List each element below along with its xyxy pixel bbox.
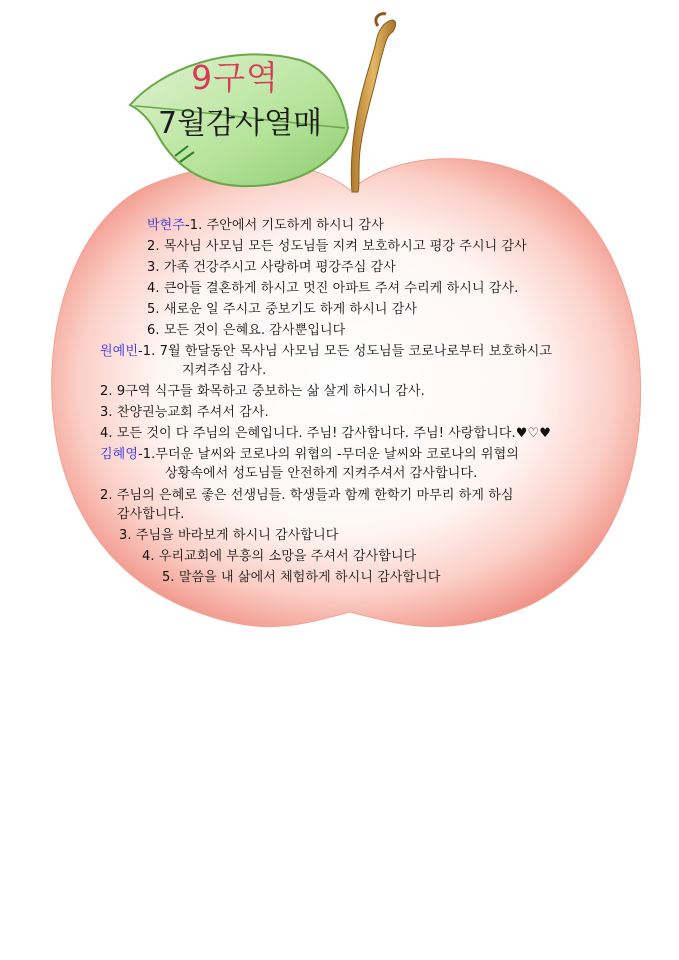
entry-item: 4. 큰아들 결혼하게 하시고 멋진 아파트 주셔 수리케 하시니 감사. xyxy=(147,281,519,296)
entry-item: 3. 주님을 바라보게 하시니 감사합니다 xyxy=(119,528,339,543)
hearts-icon: ♥♡♥ xyxy=(515,426,552,441)
entry-item: 지켜주심 감사. xyxy=(182,363,267,378)
entry-line xyxy=(147,217,384,235)
entry-line xyxy=(100,343,552,361)
entry-item: 4. 우리교회에 부흥의 소망을 주셔서 감사합니다 xyxy=(142,549,417,564)
entry-item: 2. 9구역 식구들 화목하고 중보하는 삶 살게 하시니 감사. xyxy=(100,384,425,399)
member-name: 김혜영 xyxy=(100,447,138,462)
district-title: 9구역 xyxy=(191,58,279,97)
entry-item: 감사합니다. xyxy=(117,507,185,522)
entry-line xyxy=(100,446,519,464)
entry-item: 5. 말씀을 내 삶에서 체험하게 하시니 감사합니다 xyxy=(162,570,441,585)
entry-item: 3. 찬양권능교회 주셔서 감사. xyxy=(100,405,269,420)
entry-line xyxy=(100,425,551,443)
entry-item: -1. 7월 한달동안 목사님 사모님 모든 성도님들 코로나로부터 보호하시고 xyxy=(137,344,553,359)
page-title: 7월감사열매 xyxy=(158,106,322,141)
entry-item: 5. 새로운 일 주시고 중보기도 하게 하시니 감사 xyxy=(147,302,418,317)
entry-item: 2. 주님의 은혜로 좋은 선생님들. 학생들과 함께 한학기 마무리 하게 하심 xyxy=(100,488,514,503)
entry-item: 상황속에서 성도님들 안전하게 지켜주셔서 감사합니다. xyxy=(165,466,478,481)
entry-item: 2. 목사님 사모님 모든 성도님들 지켜 보호하시고 평강 주시니 감사 xyxy=(147,239,527,254)
entry-item: 3. 가족 건강주시고 사랑하며 평강주심 감사 xyxy=(147,260,396,275)
member-name: 원예빈 xyxy=(100,344,138,359)
member-name: 박현주 xyxy=(147,218,185,233)
entry-item: -1. 주안에서 기도하게 하시니 감사 xyxy=(184,218,384,233)
entry-item: 4. 모든 것이 다 주님의 은혜입니다. 주님! 감사합니다. 주님! 사랑합니다. xyxy=(100,426,516,441)
entry-item: -1.무더운 날씨와 코로나의 위협의 -무더운 날씨와 코로나의 위협의 xyxy=(137,447,519,462)
entry-item: 6. 모든 것이 은혜요. 감사뿐입니다 xyxy=(147,323,346,338)
